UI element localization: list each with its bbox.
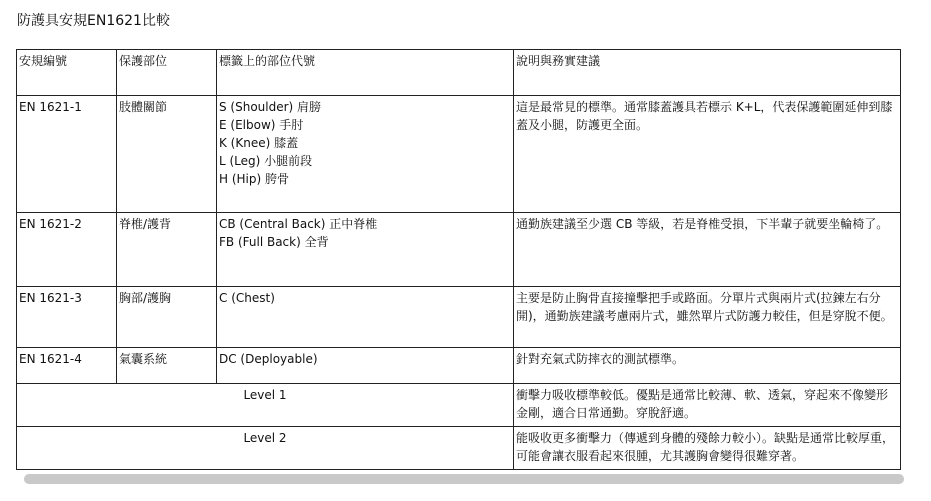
- header-area: 保護部位: [117, 50, 217, 96]
- code-line: CB (Central Back) 正中脊椎: [219, 217, 378, 231]
- level-row: [17, 384, 901, 427]
- code-line: FB (Full Back) 全背: [219, 235, 329, 249]
- en1621-comparison-table: [16, 49, 901, 470]
- code-line: H (Hip) 胯骨: [219, 172, 289, 186]
- code-line: DC (Deployable): [219, 352, 318, 366]
- header-note: 說明與務實建議: [514, 50, 901, 96]
- standard-cell: EN 1621-3: [17, 287, 117, 348]
- note-cell: 針對充氣式防摔衣的測試標準。: [514, 348, 901, 384]
- document-title: 防護具安規EN1621比較: [17, 13, 170, 29]
- table-row: [17, 213, 901, 287]
- note-cell: 主要是防止胸骨直接撞擊把手或路面。分單片式與兩片式(拉鍊左右分開)，通勤族建議考慮兩片式，雖然單片式防護力較佳，但是穿脫不便。: [514, 287, 901, 348]
- area-cell: 胸部/護胸: [117, 287, 217, 348]
- header-codes: 標籤上的部位代號: [217, 50, 514, 96]
- horizontal-scrollbar[interactable]: [24, 474, 904, 484]
- standard-cell: EN 1621-4: [17, 348, 117, 384]
- area-cell: 脊椎/護背: [117, 213, 217, 287]
- codes-cell: [217, 213, 514, 287]
- code-line: C (Chest): [219, 291, 275, 305]
- header-standard: 安規編號: [17, 50, 117, 96]
- level-row: [17, 427, 901, 470]
- area-cell: 氣囊系統: [117, 348, 217, 384]
- codes-cell: [217, 348, 514, 384]
- code-line: E (Elbow) 手肘: [219, 118, 304, 132]
- code-line: K (Knee) 膝蓋: [219, 136, 299, 150]
- standard-cell: EN 1621-2: [17, 213, 117, 287]
- level-note: 能吸收更多衝擊力（傳遞到身體的殘餘力較小）。缺點是通常比較厚重，可能會讓衣服看起來很腫，尤其護胸會變得很難穿著。: [514, 427, 901, 470]
- code-line: L (Leg) 小腿前段: [219, 154, 313, 168]
- codes-cell: [217, 96, 514, 213]
- standard-cell: EN 1621-1: [17, 96, 117, 213]
- table-header-row: [17, 50, 901, 96]
- scrollbar-thumb[interactable]: [24, 474, 904, 484]
- code-line: S (Shoulder) 肩膀: [219, 100, 322, 114]
- table-row: [17, 287, 901, 348]
- level-note: 衝擊力吸收標準較低。優點是通常比較薄、軟、透氣，穿起來不像變形金剛，適合日常通勤。穿脫舒適。: [514, 384, 901, 427]
- note-cell: 這是最常見的標準。通常膝蓋護具若標示 K+L，代表保護範圍延伸到膝蓋及小腿，防護更全面。: [514, 96, 901, 213]
- area-cell: 肢體關節: [117, 96, 217, 213]
- note-cell: 通勤族建議至少選 CB 等級，若是脊椎受損，下半輩子就要坐輪椅了。: [514, 213, 901, 287]
- table-row: [17, 348, 901, 384]
- codes-cell: [217, 287, 514, 348]
- level-label: Level 2: [17, 427, 514, 470]
- table-row: [17, 96, 901, 213]
- level-label: Level 1: [17, 384, 514, 427]
